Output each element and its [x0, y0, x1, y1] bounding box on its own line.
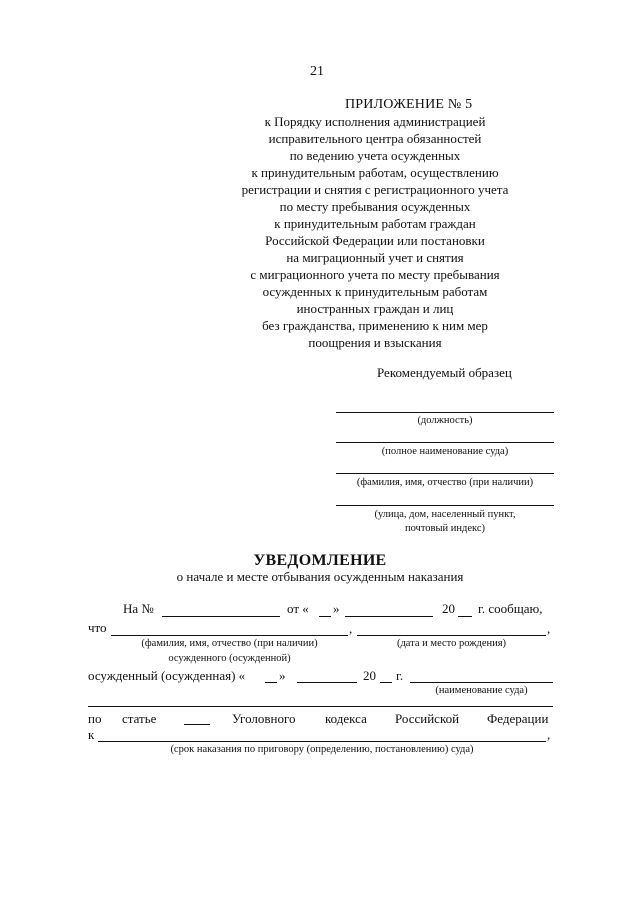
article-number-field[interactable] [184, 724, 210, 725]
verdict-year-field[interactable] [380, 682, 392, 683]
article-word: кодекса [325, 711, 367, 726]
address-label-2: почтовый индекс) [404, 523, 486, 534]
appendix-line: иностранных граждан и лиц [296, 301, 454, 316]
appendix-line: с миграционного учета по месту пребывания [250, 267, 500, 282]
date-open-quote: от « [287, 601, 309, 616]
appendix-line: к принудительным работам, осуществлению [251, 165, 499, 180]
court-name-label: (полное наименование суда) [381, 446, 509, 457]
appendix-line: регистрации и снятия с регистрационного учета [241, 182, 509, 197]
court-label: (наименование суда) [435, 685, 528, 696]
ref-number-field[interactable] [162, 616, 280, 617]
year-field[interactable] [458, 616, 472, 617]
notice-subtitle: о начале и месте отбывания осужденным наказания [176, 569, 464, 584]
appendix-line: к принудительным работам граждан [274, 216, 476, 231]
article-word: Федерации [487, 711, 549, 726]
comma: , [349, 621, 353, 636]
year-abbrev: г. [396, 668, 404, 683]
what-label: что [88, 620, 107, 635]
date-day-field[interactable] [319, 616, 331, 617]
convicted-label: осужденный (осужденная) « [88, 668, 246, 683]
recommended-sample: Рекомендуемый образец [377, 365, 512, 380]
appendix-line: Российской Федерации или постановки [265, 233, 485, 248]
notice-title: УВЕДОМЛЕНИЕ [253, 552, 387, 569]
article-word: Уголовного [232, 711, 296, 726]
fio-line [336, 473, 554, 474]
birth-date-place-label: (дата и место рождения) [396, 638, 507, 649]
to-label: к [88, 727, 95, 742]
court-field[interactable] [410, 682, 553, 683]
verdict-year-prefix: 20 [363, 668, 376, 683]
appendix-line: осужденных к принудительным работам [262, 284, 488, 299]
appendix-line: по ведению учета осужденных [289, 148, 461, 163]
article-word: Российской [395, 711, 460, 726]
address-label-1: (улица, дом, населенный пункт, [374, 509, 516, 520]
page-number: 21 [310, 64, 324, 79]
verdict-close-quote: » [279, 668, 286, 683]
appendix-line: исправительного центра обязанностей [268, 131, 482, 146]
appendix-title: ПРИЛОЖЕНИЕ № 5 [345, 97, 473, 112]
comma: , [547, 727, 551, 742]
verdict-day-field[interactable] [265, 682, 277, 683]
appendix-text [240, 113, 510, 351]
appendix-line: к Порядку исполнения администрацией [264, 114, 486, 129]
court-name-line [336, 442, 554, 443]
birth-date-place-field[interactable] [357, 635, 546, 636]
appendix-line: на миграционный учет и снятия [286, 250, 464, 265]
date-close-quote: » [333, 601, 340, 616]
article-word: по [88, 711, 102, 726]
date-month-field[interactable] [345, 616, 433, 617]
full-width-line[interactable] [88, 706, 553, 707]
comma: , [547, 621, 551, 636]
convicted-genitive-label: осужденного (осужденной) [168, 653, 291, 664]
address-line [336, 505, 554, 506]
appendix-line: поощрения и взыскания [308, 335, 442, 350]
appendix-line: по месту пребывания осужденных [279, 199, 471, 214]
position-label: (должность) [417, 415, 473, 426]
position-line [336, 412, 554, 413]
fio-label: (фамилия, имя, отчество (при наличии) [356, 477, 534, 488]
year-prefix: 20 [442, 601, 455, 616]
appendix-line: без гражданства, применению к ним мер [262, 318, 488, 333]
article-word: статье [122, 711, 157, 726]
convict-fio-field[interactable] [111, 635, 348, 636]
verdict-month-field[interactable] [297, 682, 357, 683]
convict-fio-label: (фамилия, имя, отчество (при наличии) [141, 638, 318, 649]
ref-number-label: На № [123, 601, 154, 616]
report-text: г. сообщаю, [478, 601, 543, 616]
sentence-term-field[interactable] [98, 741, 546, 742]
sentence-term-label: (срок наказания по приговору (определению, постановлению) суда) [170, 744, 474, 755]
